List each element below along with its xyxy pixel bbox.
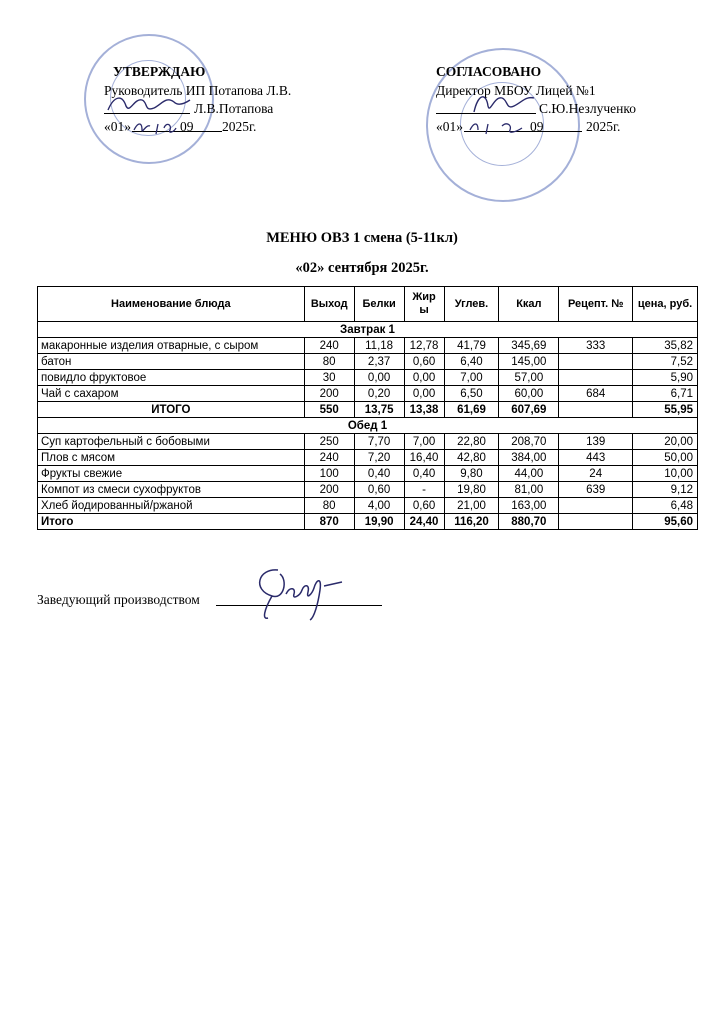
agree-heading: СОГЛАСОВАНО [436,64,542,79]
menu-table [37,286,698,530]
cell-recipe [559,514,633,530]
cell-kcal: 145,00 [499,354,559,370]
cell-kcal: 880,70 [499,514,559,530]
cell-protein: 19,90 [354,514,404,530]
header-portion: Выход [304,287,354,322]
cell-name: Итого [38,514,305,530]
cell-kcal: 607,69 [499,402,559,418]
cell-recipe: 139 [559,434,633,450]
cell-kcal: 44,00 [499,466,559,482]
table-row [38,498,698,514]
cell-carbs: 19,80 [444,482,499,498]
cell-kcal: 60,00 [499,386,559,402]
table-row [38,450,698,466]
cell-fat: 24,40 [404,514,444,530]
header-carbs: Углев. [444,287,499,322]
approve-handwritten-signature [104,88,194,118]
cell-carbs: 42,80 [444,450,499,466]
menu-table-body [38,322,698,530]
cell-recipe [559,498,633,514]
agree-date-scribble [466,118,526,136]
cell-kcal: 384,00 [499,450,559,466]
approve-name: Л.В.Потапова [194,101,274,116]
cell-portion: 200 [304,482,354,498]
cell-name: ИТОГО [38,402,305,418]
cell-fat: 12,78 [404,338,444,354]
cell-kcal: 81,00 [499,482,559,498]
header-price: цена, руб. [633,287,698,322]
cell-protein: 0,60 [354,482,404,498]
header-protein: Белки [354,287,404,322]
cell-protein: 7,70 [354,434,404,450]
cell-recipe: 24 [559,466,633,482]
agree-name: С.Ю.Незлученко [539,101,636,116]
footer-handwritten-signature [238,560,348,626]
cell-carbs: 9,80 [444,466,499,482]
agree-position: Директор МБОУ Лицей №1 [436,83,596,98]
cell-protein: 13,75 [354,402,404,418]
section-row [38,418,698,434]
menu-title: МЕНЮ ОВЗ 1 смена (5-11кл) [266,230,458,246]
cell-portion: 250 [304,434,354,450]
section-title: Обед 1 [38,418,698,434]
cell-portion: 200 [304,386,354,402]
cell-recipe: 333 [559,338,633,354]
header-kcal: Ккал [499,287,559,322]
menu-date: «02» сентября 2025г. [295,260,429,276]
cell-carbs: 21,00 [444,498,499,514]
cell-carbs: 41,79 [444,338,499,354]
cell-fat: 0,40 [404,466,444,482]
header-fat: Жир ы [404,287,444,322]
cell-fat: 7,00 [404,434,444,450]
cell-name: макаронные изделия отварные, с сыром [38,338,305,354]
cell-fat: - [404,482,444,498]
agree-date-month: 09 [530,119,544,134]
cell-price: 20,00 [633,434,698,450]
table-row [38,466,698,482]
cell-portion: 80 [304,498,354,514]
cell-portion: 240 [304,338,354,354]
cell-price: 6,71 [633,386,698,402]
cell-protein: 0,20 [354,386,404,402]
cell-price: 7,52 [633,354,698,370]
cell-protein: 4,00 [354,498,404,514]
header-dish-name: Наименование блюда [38,287,305,322]
cell-kcal: 57,00 [499,370,559,386]
cell-kcal: 345,69 [499,338,559,354]
cell-name: Плов с мясом [38,450,305,466]
agree-date-day: «01» [436,119,463,134]
cell-recipe [559,370,633,386]
cell-price: 9,12 [633,482,698,498]
cell-price: 10,00 [633,466,698,482]
cell-recipe: 639 [559,482,633,498]
cell-carbs: 6,40 [444,354,499,370]
cell-portion: 80 [304,354,354,370]
approve-position: Руководитель ИП Потапова Л.В. [104,83,292,98]
table-row [38,434,698,450]
cell-price: 6,48 [633,498,698,514]
section-row [38,322,698,338]
table-row [38,370,698,386]
table-header-row [38,287,698,322]
cell-price: 50,00 [633,450,698,466]
cell-name: Чай с сахаром [38,386,305,402]
approve-heading: УТВЕРЖДАЮ [113,64,206,79]
cell-price: 55,95 [633,402,698,418]
cell-recipe: 443 [559,450,633,466]
cell-protein: 0,40 [354,466,404,482]
cell-fat: 0,60 [404,354,444,370]
cell-carbs: 22,80 [444,434,499,450]
approve-date-month: 09 [180,119,194,134]
cell-fat: 0,60 [404,498,444,514]
cell-fat: 16,40 [404,450,444,466]
cell-name: Компот из смеси сухофруктов [38,482,305,498]
cell-portion: 870 [304,514,354,530]
cell-recipe [559,354,633,370]
cell-name: повидло фруктовое [38,370,305,386]
cell-recipe [559,402,633,418]
cell-carbs: 61,69 [444,402,499,418]
cell-name: Фрукты свежие [38,466,305,482]
cell-recipe: 684 [559,386,633,402]
cell-kcal: 163,00 [499,498,559,514]
total-row [38,514,698,530]
approve-date-scribble [130,118,178,136]
agree-date-year: 2025г. [586,119,621,134]
table-row [38,386,698,402]
header-recipe-number: Рецепт. № [559,287,633,322]
table-row [38,482,698,498]
cell-fat: 13,38 [404,402,444,418]
cell-portion: 240 [304,450,354,466]
cell-name: батон [38,354,305,370]
cell-portion: 550 [304,402,354,418]
cell-price: 95,60 [633,514,698,530]
cell-protein: 0,00 [354,370,404,386]
cell-price: 35,82 [633,338,698,354]
approve-date-day: «01» [104,119,131,134]
table-row [38,338,698,354]
cell-name: Суп картофельный с бобовыми [38,434,305,450]
cell-price: 5,90 [633,370,698,386]
cell-fat: 0,00 [404,386,444,402]
section-title: Завтрак 1 [38,322,698,338]
cell-carbs: 116,20 [444,514,499,530]
footer-label: Заведующий производством [37,592,200,607]
approve-date-year: 2025г. [222,119,257,134]
cell-portion: 30 [304,370,354,386]
cell-fat: 0,00 [404,370,444,386]
table-row [38,354,698,370]
cell-portion: 100 [304,466,354,482]
cell-carbs: 6,50 [444,386,499,402]
cell-kcal: 208,70 [499,434,559,450]
total-row [38,402,698,418]
cell-carbs: 7,00 [444,370,499,386]
agree-handwritten-signature [468,88,538,118]
cell-protein: 7,20 [354,450,404,466]
cell-name: Хлеб йодированный/ржаной [38,498,305,514]
cell-protein: 11,18 [354,338,404,354]
cell-protein: 2,37 [354,354,404,370]
